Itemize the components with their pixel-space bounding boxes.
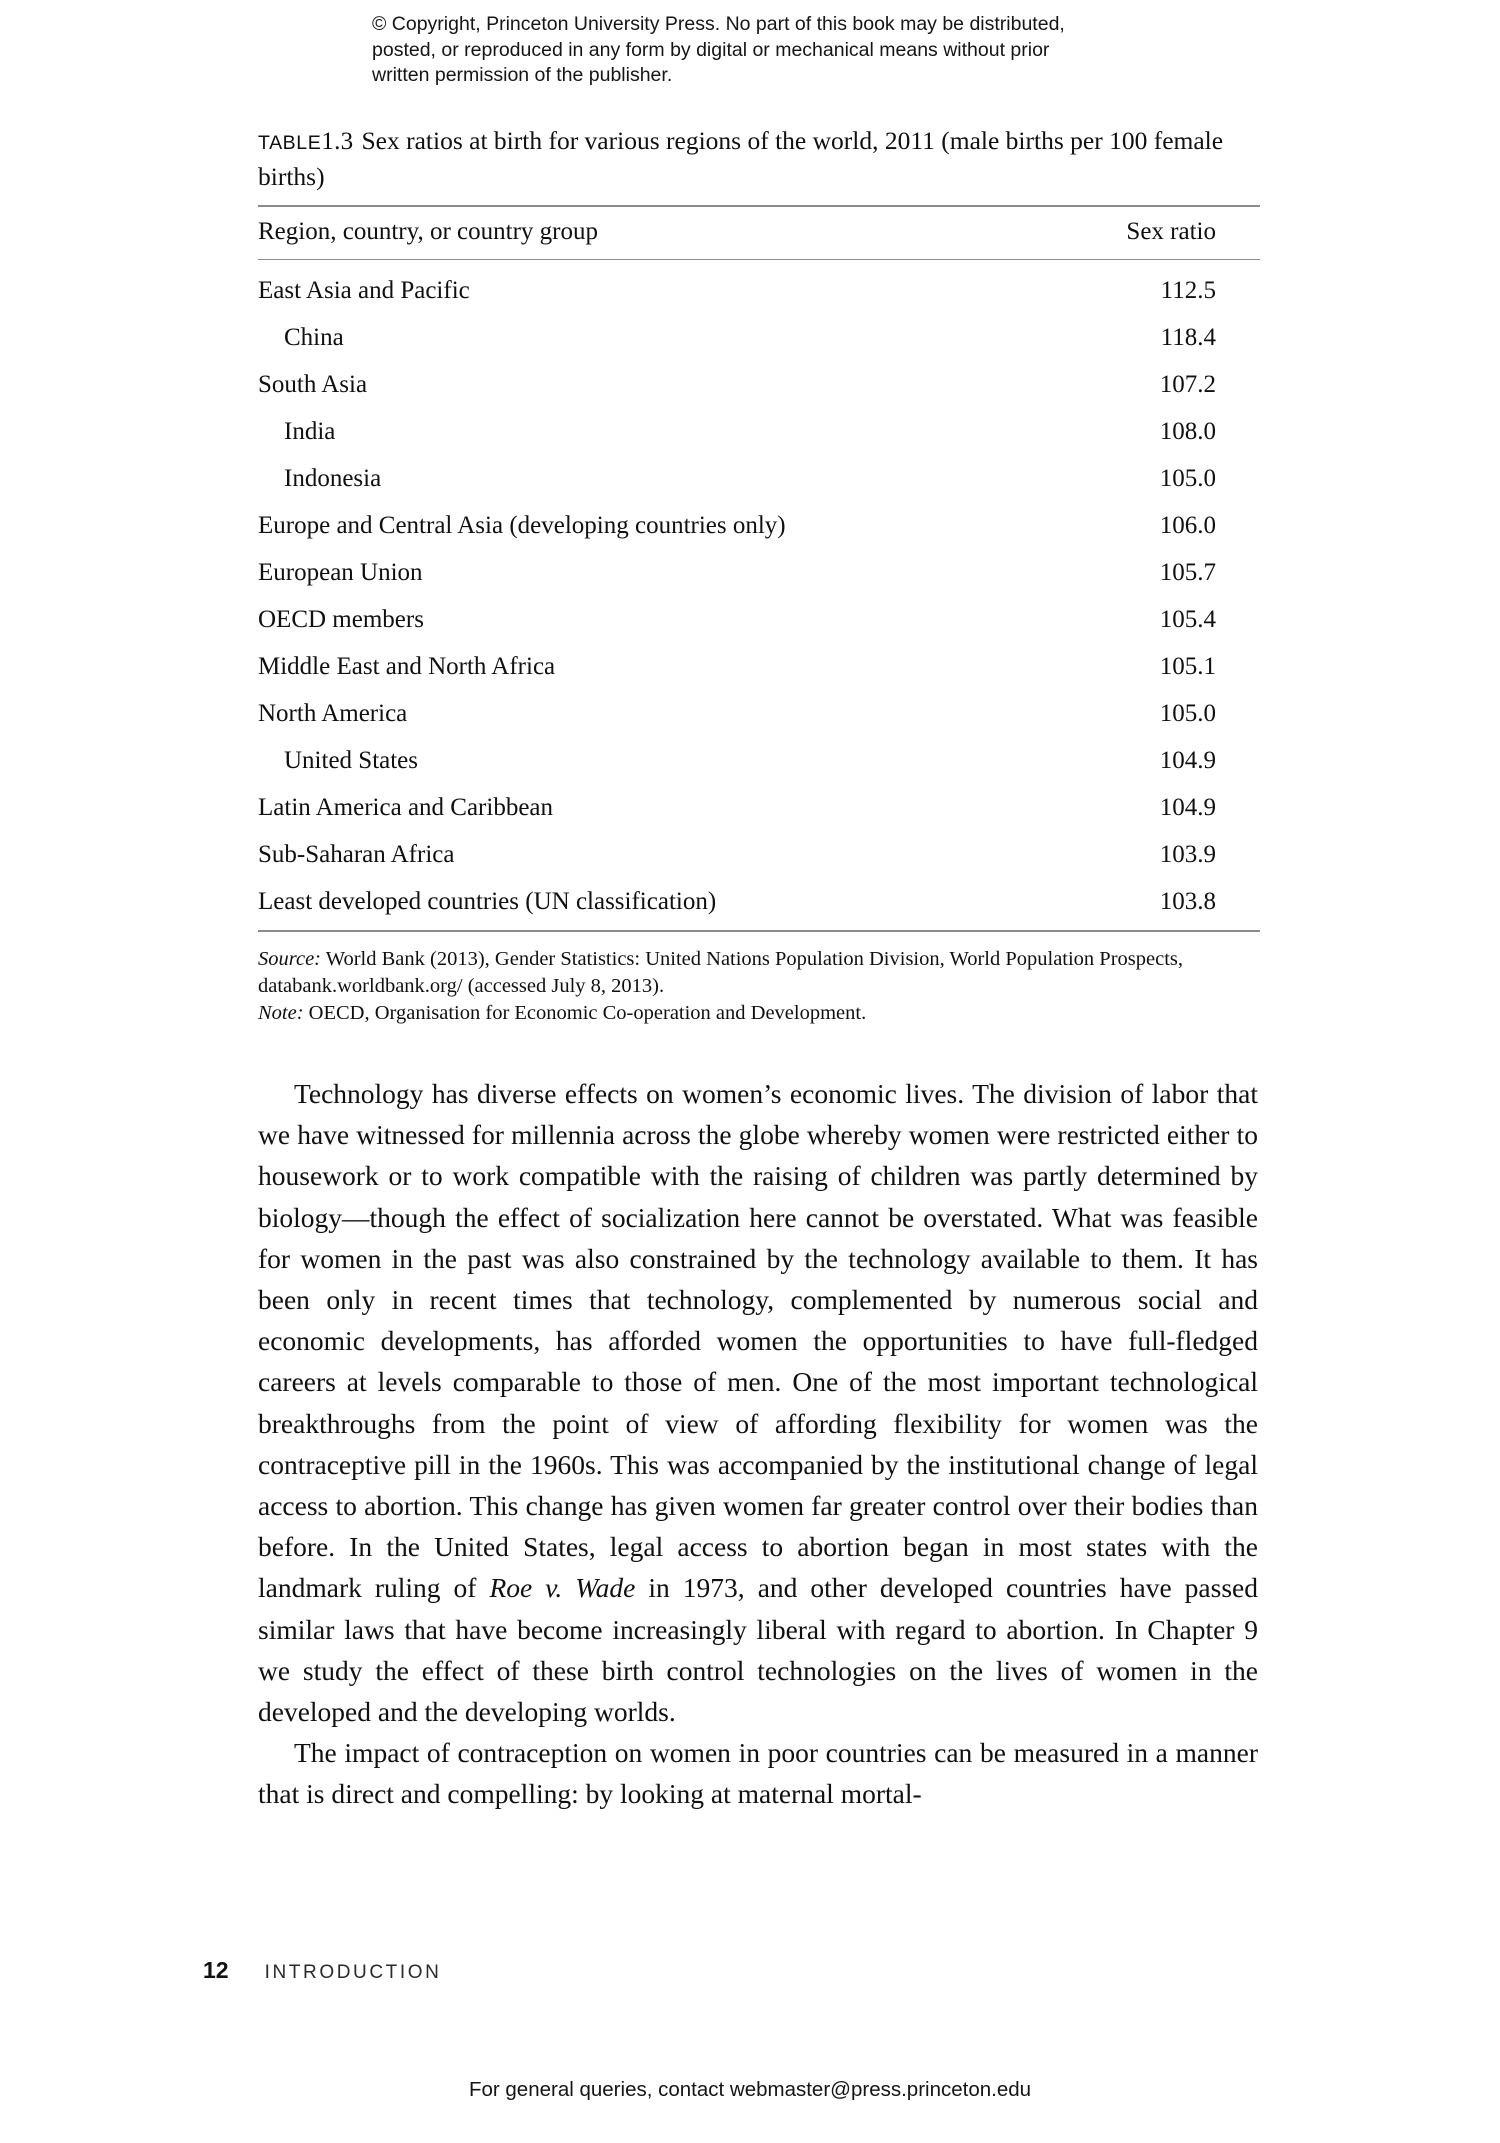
row-sex-ratio: 108.0 [1159,418,1216,445]
column-header-region: Region, country, or country group [258,206,1056,260]
table-row [258,691,1260,738]
table-head [258,206,1260,260]
paragraph-part-2: in 1973, and other developed countries have passed similar laws that have become increasingly liberal with regard to abortion. In Chapter 9 we study the effect of these birth control technologies on the lives of women in the developed and the developing worlds. [258,1572,1258,1728]
table-row [258,597,1260,644]
column-header-sex-ratio: Sex ratio [1056,206,1260,260]
table-caption-text: Sex ratios at birth for various regions of the world, 2011 (male births per 100 female births) [258,126,1224,191]
chapter-title: INTRODUCTION [264,1962,442,1983]
row-region: Europe and Central Asia (developing countries only) [258,512,786,539]
table-note [258,1000,1260,1027]
copyright-notice: © Copyright, Princeton University Press. No part of this book may be distributed, posted, or reproduced in any form by digital or mechanical means without prior written permission of the publisher. [372,13,1065,86]
row-region: India [284,418,336,445]
table-row [258,456,1260,503]
table-row [258,550,1260,597]
body-copy [258,1073,1258,1815]
row-sex-ratio: 105.0 [1159,465,1216,492]
paragraph-technology [258,1073,1258,1732]
source-text: World Bank (2013), Gender Statistics: United Nations Population Division, World Population Prospects, databank.worldbank.org/ (accessed July 8, 2013). [258,948,1184,997]
table-row [258,644,1260,691]
table-number: 1.3 [321,128,354,155]
page-number: 12 [203,1957,229,1983]
source-label: Source: [258,948,321,970]
row-region: European Union [258,559,423,586]
table-caption [258,124,1260,193]
paragraph-contraception: The impact of contraception on women in poor countries can be measured in a manner that is direct and compelling: by looking at maternal mortal- [258,1737,1258,1810]
table-body [258,260,1260,932]
queries-line: For general queries, contact webmaster@press.princeton.edu [468,2078,1032,2101]
row-region: East Asia and Pacific [258,277,470,304]
row-sex-ratio: 105.4 [1159,606,1216,633]
table-source [258,946,1260,1000]
row-sex-ratio: 106.0 [1159,512,1216,539]
row-sex-ratio: 107.2 [1159,371,1216,398]
row-region: Latin America and Caribbean [258,794,554,821]
table-label: TABLE [258,132,322,154]
table-row [258,879,1260,932]
table-notes [258,946,1260,1027]
table-header-row [258,206,1260,260]
row-region: OECD members [258,606,424,633]
table-row [258,409,1260,456]
table-row [258,785,1260,832]
row-region: Sub-Saharan Africa [258,841,455,868]
row-region: Least developed countries (UN classification) [258,879,1056,932]
note-text: OECD, Organisation for Economic Co-operation and Development. [303,1002,867,1024]
running-footer [203,1957,441,1984]
table-row [258,260,1260,315]
note-label: Note: [258,1002,304,1024]
row-sex-ratio: 104.9 [1159,794,1216,821]
table-block [258,124,1260,1027]
table-row [258,503,1260,550]
row-sex-ratio: 118.4 [1160,324,1216,351]
paragraph-part-1: Technology has diverse effects on women’s economic lives. The division of labor that we have witnessed for millennia across the globe whereby women were restricted either to housework or to work compatible with the raising of children was partly determined by biology—though the effect of socialization here cannot be overstated. What was feasible for women in the past was also constrained by the technology available to them. It has been only in recent times that technology, complemented by numerous social and economic developments, has afforded women the opportunities to have full-fledged careers at levels comparable to those of men. One of the most important technological breakthroughs from the point of view of affording flexibility for women was the contraceptive pill in the 1960s. This was accompanied by the institutional change of legal access to abortion. This change has given women far greater control over their bodies than before. In the United States, legal access to abortion began in most states with the landmark ruling of [258,1078,1258,1604]
row-region: China [284,324,344,351]
table-row [258,315,1260,362]
case-citation-roe-v-wade: Roe v. Wade [489,1572,636,1604]
table-row [258,738,1260,785]
row-region: Indonesia [284,465,382,492]
row-sex-ratio: 104.9 [1159,747,1216,774]
row-sex-ratio: 112.5 [1160,277,1216,304]
sex-ratio-table [258,205,1260,932]
row-region: Middle East and North Africa [258,653,556,680]
row-sex-ratio: 105.7 [1159,559,1216,586]
row-sex-ratio: 105.0 [1159,700,1216,727]
row-region: South Asia [258,371,368,398]
table-row [258,832,1260,879]
row-region: North America [258,700,408,727]
row-region: United States [284,747,419,774]
table-row [258,362,1260,409]
row-sex-ratio: 103.8 [1056,879,1260,932]
row-sex-ratio: 103.9 [1159,841,1216,868]
row-sex-ratio: 105.1 [1159,653,1216,680]
